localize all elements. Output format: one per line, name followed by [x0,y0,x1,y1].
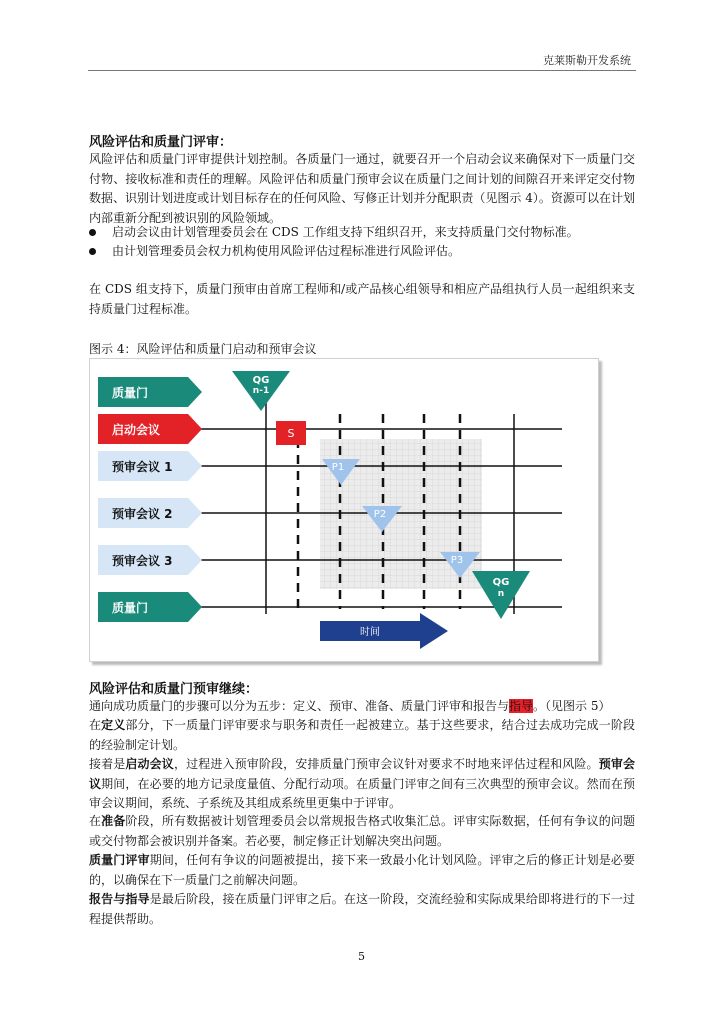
svg-text:启动会议: 启动会议 [112,423,161,437]
svg-text:质量门: 质量门 [112,601,149,615]
svg-text:预审会议 2: 预审会议 2 [112,507,173,521]
page-number: 5 [358,950,365,963]
section-paragraph: 接着是启动会议，过程进入预审阶段，安排质量门预审会议针对要求不时地来评估过程和风险。预审会议期间，在必要的地方记录度量值、分配行动项。在质量门评审之间有三次典型的预审会议。然而在预审会议期间，系统、子系统及其组成系统里更集中于评审。 [89,757,635,810]
row-label-quality-gate-top [98,377,202,407]
svg-text:QG: QG [492,577,510,588]
start-meeting-marker [276,421,306,445]
bullet-item [89,223,579,242]
section-title-risk-assessment-continued: 风险评估和质量门预审继续： [89,682,259,697]
row-label-pre-review-2 [98,498,202,528]
running-header: 克莱斯勒开发系统 [543,54,631,67]
header-divider [88,70,636,71]
svg-text:S: S [287,427,295,440]
section-paragraph: 在准备阶段，所有数据被计划管理委员会以常规报告格式收集汇总。评审实际数据，任何有争议的问题或交付物都会被识别并备案。若必要，制定修正计划解决突出问题。 [89,814,635,848]
section-paragraph: 在定义部分，下一质量门评审要求与职务和责任一起被建立。基于这些要求，结合过去成功完成一阶段的经验制定计划。 [89,718,635,752]
bullet-dot-icon [89,248,96,255]
quality-gate-end-marker [472,571,530,619]
row-label-kickoff-meeting [98,414,202,444]
row-label-quality-gate-bottom [98,592,202,622]
bullet-text: 启动会议由计划管理委员会在 CDS 工作组支持下组织召开，来支持质量门交付物标准。 [112,225,579,239]
svg-text:P2: P2 [373,509,387,520]
bullet-text: 由计划管理委员会权力机构使用风险评估过程标准进行风险评估。 [112,244,461,258]
section-paragraph: 风险评估和质量门评审提供计划控制。各质量门一通过，就要召开一个启动会议来确保对下一质量门交付物、接收标准和责任的理解。风险评估和质量门预审会议在质量门之间计划的间隙召开来评定交付物数据、识别计划进度或计划目标存在的任何风险、写修正计划并分配职责（见图示 4）。资源可以在计划内部重新分配到被识别的风险领域。 [89,152,635,225]
section-paragraph: 报告与指导是最后阶段，接在质量门评审之后。在这一阶段，交流经验和实际成果给即将进行的下一过程提供帮助。 [89,892,635,926]
svg-text:n: n [497,589,505,599]
svg-text:QG: QG [252,375,270,386]
section-title-risk-assessment: 风险评估和质量门评审： [89,135,233,150]
section-paragraph: 通向成功质量门的步骤可以分为五步：定义、预审、准备、质量门评审和报告与指导。（见图示 5） [89,699,611,713]
quality-gate-start-marker [232,371,290,411]
quality-gate-diagram [89,358,599,662]
section-paragraph: 质量门评审期间，任何有争议的问题被提出，接下来一致最小化计划风险。评审之后的修正计划是必要的，以确保在下一质量门之前解决问题。 [89,853,635,887]
section-paragraph: 在 CDS 组支持下，质量门预审由首席工程师和/或产品核心组领导和相应产品组执行人员一起组织来支持质量门过程标准。 [89,282,635,316]
svg-text:P3: P3 [450,555,464,566]
svg-text:时间: 时间 [360,627,380,638]
svg-text:质量门: 质量门 [112,386,149,400]
row-label-pre-review-3 [98,545,202,575]
svg-text:n-1: n-1 [252,386,270,396]
highlighted-term: 指导 [509,699,534,713]
row-label-pre-review-1 [98,451,202,481]
bullet-item [89,242,460,261]
time-arrow [320,613,448,649]
bullet-dot-icon [89,229,96,236]
svg-text:P1: P1 [331,462,345,473]
figure-caption: 图示 4：风险评估和质量门启动和预审会议 [89,342,317,356]
svg-text:预审会议 1: 预审会议 1 [112,460,173,474]
svg-text:预审会议 3: 预审会议 3 [112,554,173,568]
